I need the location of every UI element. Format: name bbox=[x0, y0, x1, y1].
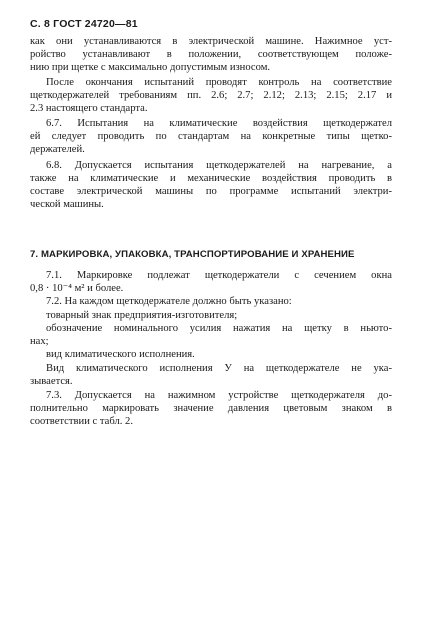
text-line: нах; bbox=[30, 336, 49, 347]
paragraph-6-7: 6.7. Испытания на климатические воздействия щеткодержател bbox=[46, 118, 392, 129]
section-title: 7. МАРКИРОВКА, УПАКОВКА, ТРАНСПОРТИРОВАНИЕ И ХРАНЕНИЕ bbox=[30, 249, 355, 260]
list-item: обозначение номинального усилия нажатия на щетку в ньюто- bbox=[46, 323, 392, 334]
text-line: После окончания испытаний проводят контроль на соответствие bbox=[46, 77, 392, 88]
note-line: зывается. bbox=[30, 376, 73, 387]
text-line: составе электрической машины по программе испытаний электри- bbox=[30, 186, 392, 197]
text-line: 0,8 · 10⁻⁴ м² и более. bbox=[30, 283, 124, 294]
paragraph-7-3: 7.3. Допускается на нажимном устройстве щеткодержателя до- bbox=[46, 390, 392, 401]
paragraph-7-1: 7.1. Маркировке подлежат щеткодержатели с сечением окна bbox=[46, 270, 392, 281]
text-line: нию при щетке с максимально допустимым износом. bbox=[30, 62, 271, 73]
text-line: держателей. bbox=[30, 144, 85, 155]
text-line: также на климатические и механические воздействия проводить в bbox=[30, 173, 392, 184]
page-header: С. 8 ГОСТ 24720—81 bbox=[30, 18, 138, 30]
list-item: вид климатического исполнения. bbox=[46, 349, 195, 360]
text-line: соответствии с табл. 2. bbox=[30, 416, 133, 427]
text-line: ческой машины. bbox=[30, 199, 104, 210]
paragraph-6-8: 6.8. Допускается испытания щеткодержателей на нагревание, а bbox=[46, 160, 392, 171]
text-line: ройство устанавливают в положении, соответствующем положе- bbox=[30, 49, 392, 60]
paragraph-7-2: 7.2. На каждом щеткодержателе должно быть указано: bbox=[46, 296, 292, 307]
text-line: как они устанавливаются в электрической машине. Нажимное уст- bbox=[30, 36, 392, 47]
text-line: 2.3 настоящего стандарта. bbox=[30, 103, 148, 114]
list-item: товарный знак предприятия-изготовителя; bbox=[46, 310, 238, 321]
text-line: полнительно маркировать значение давления цветовым знаком в bbox=[30, 403, 392, 414]
text-line: щеткодержателей требованиям пп. 2.6; 2.7; 2.12; 2.13; 2.15; 2.17 и bbox=[30, 90, 392, 101]
note-line: Вид климатического исполнения У на щеткодержателе не ука- bbox=[46, 363, 392, 374]
text-line: ей следует проводить по стандартам на конкретные типы щетко- bbox=[30, 131, 392, 142]
